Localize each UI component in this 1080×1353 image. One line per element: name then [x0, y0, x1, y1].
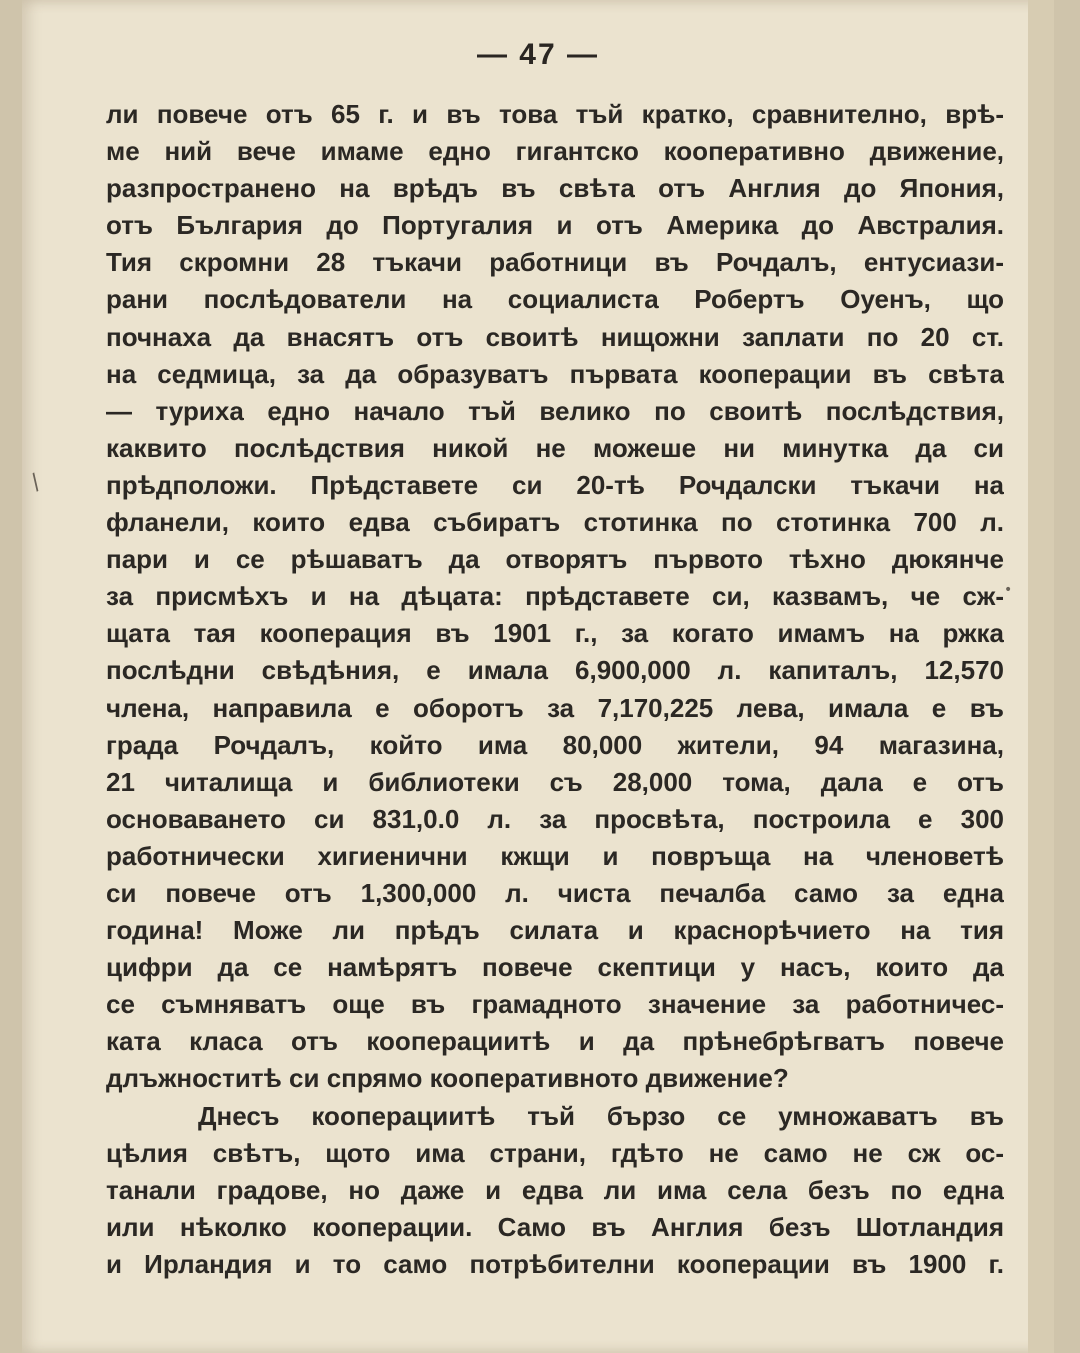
text-line: послѣдни свѣдѣния, е имала 6,900,000 л. капиталъ, 12,570 [106, 655, 1004, 686]
text-line: 21 читалища и библиотеки съ 28,000 тома, дала е отъ [106, 766, 1004, 797]
text-line: цифри да се намѣрятъ повече скептици у насъ, които да [106, 952, 1004, 983]
page-edge-shadow [1028, 0, 1054, 1353]
text-line-indented: Днесъ кооперациитѣ тъй бързо се умножаватъ въ [198, 1100, 1004, 1131]
text-line: — туриха едно начало тъй велико по своитѣ послѣдствия, [106, 395, 1004, 426]
text-line: за присмѣхъ и на дѣцата: прѣдставете си, казвамъ, че сж- [106, 581, 1004, 612]
text-line: Тия скромни 28 тъкачи работници въ Рочдалъ, ентусиази- [106, 247, 1004, 278]
text-line: пари и се рѣшаватъ да отворятъ първото тѣхно дюкянче [106, 544, 1004, 575]
text-line-last: длъжноститѣ си спрямо кооперативното движение? [106, 1063, 789, 1094]
text-line: фланели, които едва събиратъ стотинка по стотинка 700 л. [106, 507, 1004, 538]
text-line: ме ний вече имаме едно гигантско кооперативно движение, [106, 136, 1004, 167]
text-line: или нѣколко кооперации. Само въ Англия безъ Шотландия [106, 1211, 1004, 1242]
text-line: цѣлия свѣтъ, щото има страни, гдѣто не само не сж ос- [106, 1137, 1004, 1168]
text-line: ката класа отъ кооперациитѣ и да прѣнебрѣгватъ повече [106, 1026, 1004, 1057]
text-line: ли повече отъ 65 г. и въ това тъй кратко, сравнително, врѣ- [106, 99, 1004, 129]
text-line: и Ирландия и то само потрѣбителни кооперации въ 1900 г. [106, 1248, 1004, 1279]
paragraph-1 [106, 96, 1004, 1098]
text-line: щата тая кооперация въ 1901 г., за когато имамъ на ржка [106, 618, 1004, 649]
page-number: — 47 — [476, 38, 600, 71]
text-line: прѣдположи. Прѣдставете си 20-тѣ Рочдалски тъкачи на [106, 469, 1004, 500]
text-line: работнически хигиенични кжщи и повръща на членоветѣ [106, 840, 1004, 871]
text-line: танали градове, но даже и едва ли има села безъ по една [106, 1174, 1004, 1205]
margin-dot-mark: • [1004, 582, 1013, 598]
text-line: каквито послѣдствия никой не можеше ни минутка да си [106, 432, 1004, 463]
text-line: на седмица, за да образуватъ първата кооперации въ свѣта [106, 358, 1004, 389]
book-page [22, 0, 1054, 1353]
text-line: отъ България до Португалия и отъ Америка до Австралия. [106, 210, 1004, 241]
text-line: си повече отъ 1,300,000 л. чиста печалба само за една [106, 877, 1004, 908]
paragraph-2 [106, 1098, 1004, 1283]
text-line: члена, направила е оборотъ за 7,170,225 лева, имала е въ [106, 692, 1004, 723]
text-line: година! Може ли прѣдъ силата и краснорѣчието на тия [106, 915, 1004, 946]
text-line: града Рочдалъ, който има 80,000 жители, 94 магазина, [106, 729, 1004, 760]
text-line: основаването си 831,0.0 л. за просвѣта, построила е 300 [106, 803, 1004, 834]
text-line: разпространено на врѣдъ въ свѣта отъ Англия до Япония, [106, 173, 1004, 204]
text-line: почнаха да внасятъ отъ своитѣ нищожни заплати по 20 ст. [106, 321, 1004, 352]
text-line: рани послѣдователи на социалиста Робертъ Оуенъ, що [106, 284, 1004, 315]
page-body-text [106, 96, 1004, 1283]
text-line: се съмняватъ още въ грамадното значение за работничес- [106, 989, 1004, 1020]
margin-pencil-mark: / [26, 469, 46, 496]
